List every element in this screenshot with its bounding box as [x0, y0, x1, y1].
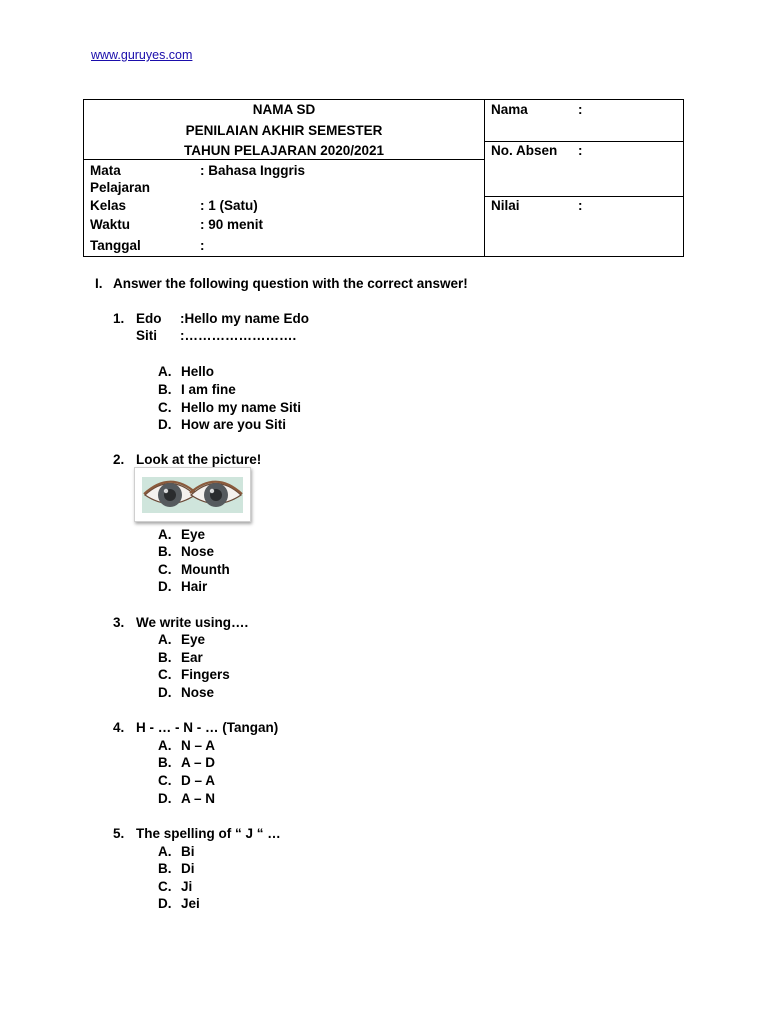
option-letter: C. [158, 562, 172, 577]
section-instruction: Answer the following question with the correct answer! [113, 276, 468, 291]
option-letter: B. [158, 544, 172, 559]
option-text: Ji [181, 879, 193, 894]
dialog-line: :Hello my name Edo [180, 311, 310, 326]
option-letter: A. [158, 738, 172, 753]
name-label: Nama [491, 102, 528, 117]
exam-header-table [83, 99, 684, 257]
option-text: Nose [181, 544, 215, 559]
option-text: Bi [181, 844, 195, 859]
question-number: 1. [113, 311, 125, 326]
option-letter: C. [158, 773, 172, 788]
option-text: Jei [181, 896, 200, 911]
class-label: Kelas [90, 198, 127, 213]
question-number: 5. [113, 826, 125, 841]
question-number: 4. [113, 720, 125, 735]
absen-field: : [578, 143, 583, 158]
question-text: H - … - N - … (Tangan) [136, 720, 279, 735]
question-number: 2. [113, 452, 125, 467]
table-divider-right-2 [484, 196, 684, 197]
time-label: Waktu [90, 217, 130, 232]
option-text: I am fine [181, 382, 236, 397]
option-letter: B. [158, 382, 172, 397]
subject-label: Mata [90, 163, 121, 178]
table-divider-left [84, 159, 484, 160]
option-letter: C. [158, 879, 172, 894]
question-text: We write using…. [136, 615, 249, 630]
option-text: Eye [181, 527, 206, 542]
date-value: : [200, 238, 205, 253]
date-label: Tanggal [90, 238, 141, 253]
option-text: Hello [181, 364, 215, 379]
option-text: Eye [181, 632, 206, 647]
option-letter: A. [158, 632, 172, 647]
option-text: Nose [181, 685, 215, 700]
option-letter: C. [158, 667, 172, 682]
table-divider-right-1 [484, 141, 684, 142]
subject-value: : Bahasa Inggris [200, 163, 306, 178]
subject-label-cont: Pelajaran [90, 180, 151, 195]
dialog-speaker: Siti [136, 328, 158, 343]
dialog-line: :……………………. [180, 328, 297, 343]
question-text: Look at the picture! [136, 452, 262, 467]
name-field: : [578, 102, 583, 117]
score-label: Nilai [491, 198, 520, 213]
website-link[interactable]: www.guruyes.com [91, 48, 193, 62]
school-name: NAMA SD [252, 102, 316, 117]
option-text: Di [181, 861, 195, 876]
score-field: : [578, 198, 583, 213]
option-text: Mounth [181, 562, 230, 577]
option-text: D – A [181, 773, 216, 788]
option-text: Hair [181, 579, 208, 594]
time-value: : 90 menit [200, 217, 264, 232]
option-letter: A. [158, 364, 172, 379]
option-letter: C. [158, 400, 172, 415]
option-letter: D. [158, 417, 172, 432]
academic-year: TAHUN PELAJARAN 2020/2021 [183, 143, 385, 158]
option-text: How are you Siti [181, 417, 287, 432]
section-number: I. [95, 276, 103, 291]
option-letter: D. [158, 685, 172, 700]
option-text: A – D [181, 755, 216, 770]
option-text: Ear [181, 650, 203, 665]
option-letter: B. [158, 755, 172, 770]
option-letter: B. [158, 861, 172, 876]
option-letter: A. [158, 844, 172, 859]
dialog-speaker: Edo [136, 311, 162, 326]
option-text: A – N [181, 791, 216, 806]
eyes-icon [135, 468, 250, 521]
exam-title: PENILAIAN AKHIR SEMESTER [185, 123, 383, 138]
option-letter: D. [158, 896, 172, 911]
question-text: The spelling of “ J “ … [136, 826, 281, 841]
eyes-picture [134, 467, 251, 522]
option-letter: A. [158, 527, 172, 542]
absen-label: No. Absen [491, 143, 558, 158]
table-divider-vertical [484, 100, 485, 257]
question-number: 3. [113, 615, 125, 630]
option-letter: D. [158, 791, 172, 806]
option-letter: D. [158, 579, 172, 594]
option-letter: B. [158, 650, 172, 665]
option-text: Hello my name Siti [181, 400, 302, 415]
class-value: : 1 (Satu) [200, 198, 258, 213]
option-text: N – A [181, 738, 216, 753]
option-text: Fingers [181, 667, 230, 682]
